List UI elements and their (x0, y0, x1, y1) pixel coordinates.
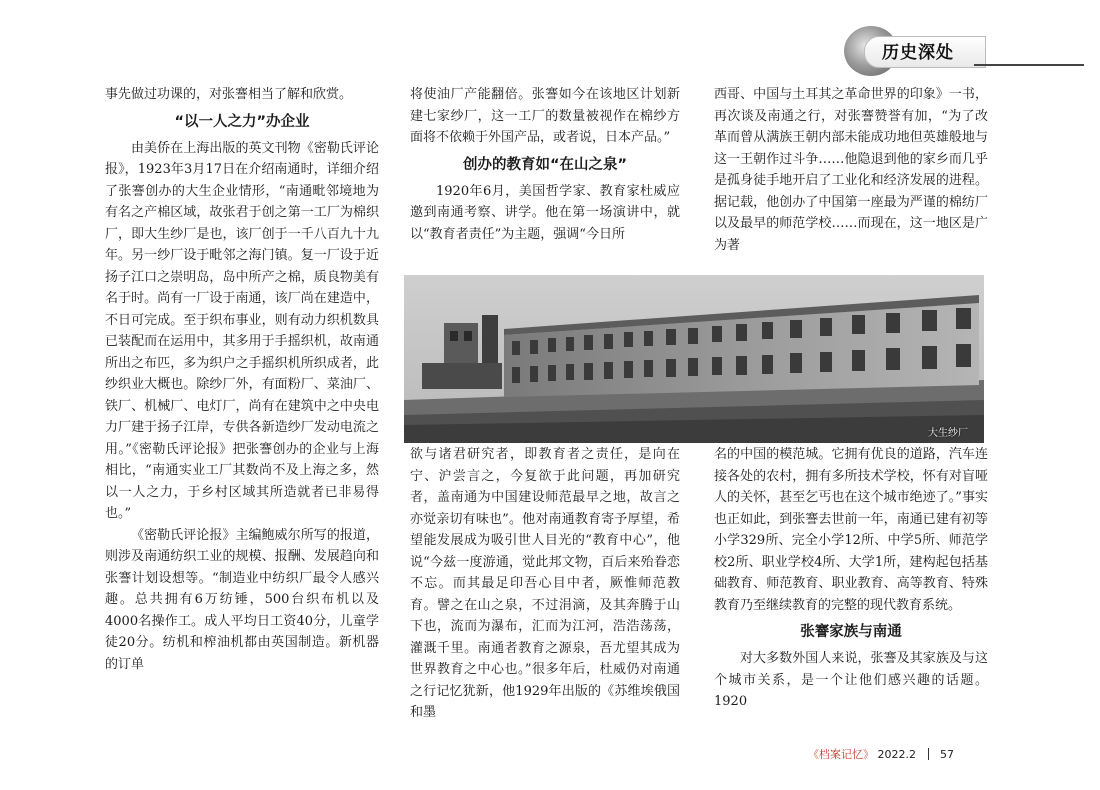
middle-column-bottom (410, 444, 680, 724)
factory-photo (404, 275, 984, 443)
magazine-name: 《档案记忆》 (808, 748, 874, 761)
paragraph: 将使油厂产能翻倍。张謇如今在该地区计划新建七家纱厂，这一工厂的数量被视作在棉纱方面将不依赖于外国产品，或者说，日本产品。” (410, 87, 680, 145)
section-header (844, 26, 1094, 76)
paragraph: 事先做过功课的，对张謇相当了解和欣赏。 (105, 87, 353, 102)
header-rule (974, 64, 1084, 66)
issue-number: 2022.2 (877, 748, 916, 761)
subheading: 创办的教育如“在山之泉” (462, 156, 628, 173)
left-column (105, 84, 379, 675)
subheading: 张謇家族与南通 (800, 624, 902, 640)
factory-building-illustration (404, 275, 984, 443)
subheading: “以一人之力”办企业 (174, 113, 310, 130)
section-title: 历史深处 (882, 43, 954, 63)
right-column-top (714, 84, 988, 256)
right-column-bottom (714, 444, 988, 713)
page-footer (808, 746, 954, 762)
paragraph: 由美侨在上海出版的英文刊物《密勒氏评论报》，1923年3月17日在介绍南通时，详细介绍了张謇创办的大生企业情形，“南通毗邻境地为有名之产棉区域，故张君于创之第一工厂为棉织厂，即大生纱厂是也，该厂创于一千八百九十九年。另一纱厂设于毗邻之海门镇。复一厂设于近扬子江口之崇明岛，岛中所产之棉，质良物美有名于时。尚有一厂设于南通，该厂尚在建造中，不日可完成。至于织布事业，则有动力织机数具已装配而在运用中，其多用于手摇织机，故南通所出之布匹，多为织户之手摇织机所织成者，此纱织业大概也。除纱厂外，有面粉厂、菜油厂、铁厂、机械厂、电灯厂，尚有在建筑中之中央电力厂建于扬子江岸，专供各新造纱厂发动电流之用。”《密勒氏评论报》把张謇创办的企业与上海相比，“南通实业工厂其数尚不及上海之多，然以一人之力，于乡村区域其所造就者已非易得也。” (105, 140, 379, 521)
page-number: 57 (940, 748, 954, 761)
paragraph: 欲与诸君研究者，即教育者之责任，是向在宁、沪尝言之，今复欲于此问题，再加研究者，盖南通为中国建设师范最早之地，故言之亦觉亲切有味也”。他对南通教育寄予厚望，希望能发展成为吸引世人目光的“教育中心”，他说“今兹一度游通，觉此邦文物，百后来殆眷恋不忘。而其最足印吾心目中者，厥惟师范教育。譬之在山之泉，不过涓滴，及其奔腾于山下也，流而为瀑布，汇而为江河，浩浩荡荡，灌溉千里。南通者教育之源泉，吾尤望其成为世界教育之中心也。”很多年后，杜威仍对南通之行记忆犹新，他1929年出版的《苏维埃俄国和墨 (410, 447, 680, 720)
paragraph: 对大多数外国人来说，张謇及其家族及与这个城市关系，是一个让他们感兴趣的话题。1920 (714, 651, 988, 709)
paragraph: 名的中国的模范城。它拥有优良的道路，汽车连接各处的农村，拥有多所技术学校，怀有对盲哑人的关怀，甚至乞丐也在这个城市绝迹了。”事实也正如此，到张謇去世前一年，南通已建有初等小学329所、完全小学12所、中学5所、师范学校2所、职业学校4所、大学1所，建构起包括基础教育、师范教育、职业教育、高等教育、特殊教育乃至继续教育的完整的现代教育系统。 (714, 447, 988, 613)
middle-column-top (410, 84, 680, 245)
paragraph: 1920年6月，美国哲学家、教育家杜威应邀到南通考察、讲学。他在第一场演讲中，就以“教育者责任”为主题，强调“今日所 (410, 183, 680, 242)
paragraph: 《密勒氏评论报》主编鲍威尔所写的报道，则涉及南通纺织工业的规模、报酬、发展趋向和张謇计划设想等。“制造业中纺织厂最令人感兴趣。总共拥有6万纺锤，500台织布机以及4000名操作工。成人平均日工资40分，儿童学徒20分。纺机和榨油机都由英国制造。新机器的订单 (105, 527, 379, 672)
photo-caption: 大生纱厂 (928, 428, 968, 439)
paragraph: 西哥、中国与土耳其之革命世界的印象》一书，再次谈及南通之行，对张謇赞誉有加，“为了改革而曾从满族王朝内部未能成功地但英雄般地与这一王朝作过斗争……他隐退到他的家乡而几乎是孤身徒手地开启了工业化和经济发展的进程。据记载，他创办了中国第一座最为严谨的棉纺厂以及最早的师范学校……而现在，这一地区是广为著 (714, 87, 988, 253)
footer-divider (928, 748, 929, 760)
